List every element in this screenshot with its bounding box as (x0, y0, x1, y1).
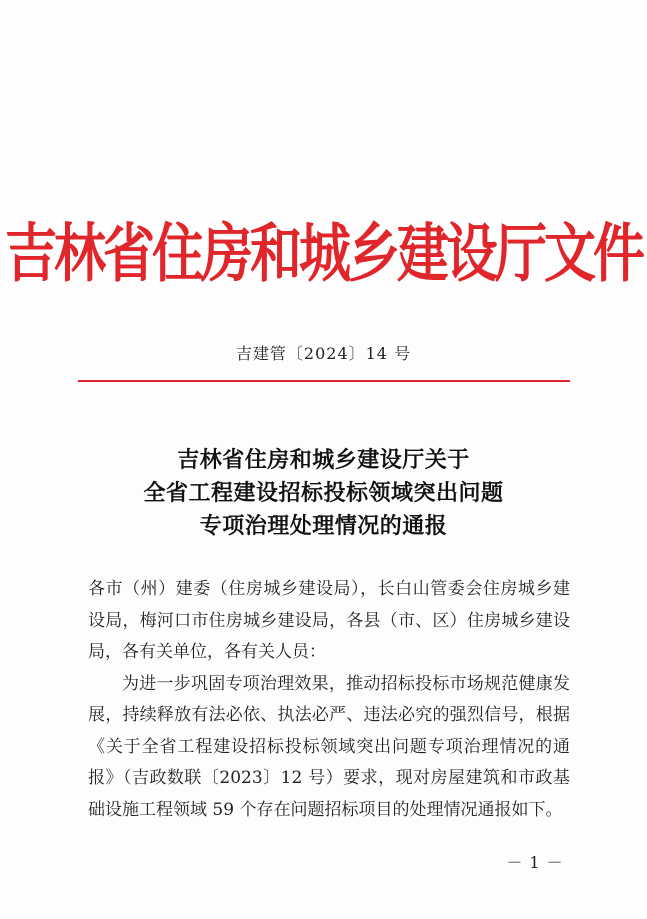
notice-title (0, 444, 647, 543)
page-number: － 1 － (506, 853, 564, 872)
body-text (88, 574, 570, 826)
addressee-paragraph: 各市（州）建委（住房城乡建设局），长白山管委会住房城乡建设局，梅河口市住房城乡建设局，各县（市、区）住房城乡建设局，各有关单位，各有关人员： (88, 579, 570, 662)
title-line-2: 全省工程建设招标投标领域突出问题 (143, 480, 504, 506)
body-paragraph-1: 为进一步巩固专项治理效果，推动招标投标市场规范健康发展，持续释放有法必依、执法必严、违法必究的强烈信号，根据《关于全省工程建设招标投标领域突出问题专项治理情况的通报》（吉政数联〔2023〕12 号）要求，现对房屋建筑和市政基础设施工程领域 59 个存在问题招标项目的处理情况通报如下。 (88, 673, 570, 820)
document-number: 吉建管〔2024〕14 号 (235, 344, 412, 363)
masthead-title: 吉林省住房和城乡建设厅文件 (4, 216, 642, 292)
title-line-1: 吉林省住房和城乡建设厅关于 (177, 447, 470, 473)
title-line-3: 专项治理处理情况的通报 (199, 513, 448, 539)
red-divider-line (78, 380, 570, 382)
